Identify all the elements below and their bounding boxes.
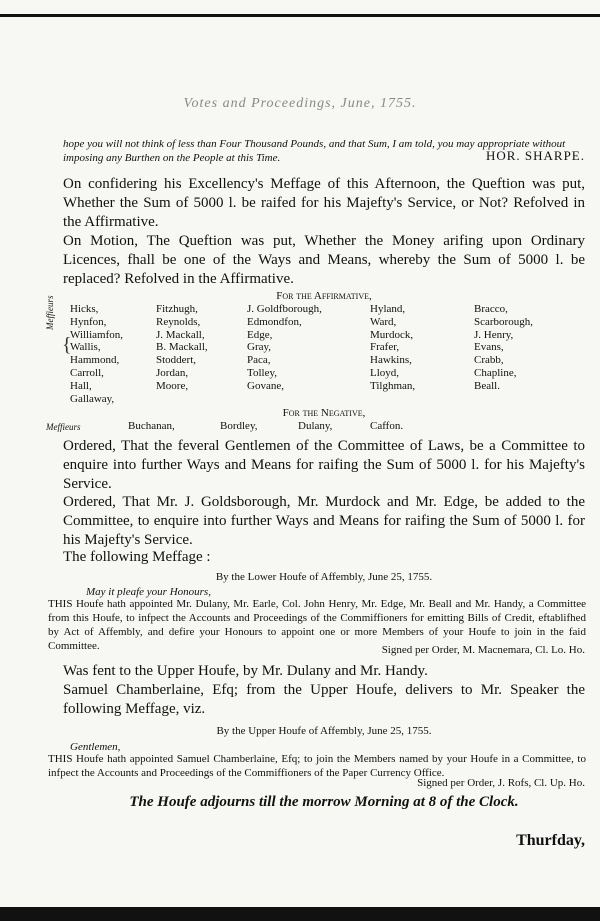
voter-name: Ward, [370,315,397,328]
delivered-message-intro: Samuel Chamberlaine, Efq; from the Upper Houfe, delivers to Mr. Speaker the following Meffage, viz. [63,682,585,717]
voter-name: Govane, [247,379,284,392]
voter-name: Hicks, [70,303,99,315]
message2-signed: Signed per Order, J. Rofs, Cl. Up. Ho. [417,777,585,789]
prior-letter-signature: HOR. SHARPE. [485,148,585,163]
voter-name: Tilghman, [370,379,416,392]
voter-name: Hawkins, [370,354,412,367]
negative-heading: For the Negative, [282,407,366,419]
voter-name: Hall, [70,379,92,392]
bottom-bar [0,907,600,921]
vote-column-1 [70,303,123,405]
following-message-intro: The following Meffage : [63,549,211,565]
message1-salutation: May it pleafe your Honours, [86,586,211,598]
voter-name: Wallis, [70,341,101,354]
sent-to-upper-house: Was fent to the Upper Houfe, by Mr. Dulany and Mr. Handy. [63,663,428,679]
messieurs-label: Meffieurs [45,295,55,330]
catchword: Thurfday, [516,832,585,849]
voter-name: Stoddert, [156,354,197,367]
voter-name: Frafer, [370,341,400,354]
vote-column-4 [370,303,415,393]
voter-name: Lloyd, [370,366,400,379]
voter-name: Fitzhugh, [156,303,198,315]
prior-letter-text: hope you will not think of less than Four Thousand Pounds, and that Sum, I am told, you may appropriate without imposing any Burthen on the People at this Time. [63,138,566,164]
voter-name: Carroll, [70,366,104,379]
voter-name: Gallaway, [70,392,115,405]
voter-name: Edge, [247,328,273,341]
vote-column-3 [247,303,322,393]
affirmative-brace: { [62,334,72,356]
message1-signed: Signed per Order, M. Macnemara, Cl. Lo. Ho. [381,644,585,656]
voter-name: Hynfon, [70,315,107,328]
negative-name: Buchanan, [128,420,175,432]
voter-name: Scarborough, [474,315,533,328]
voter-name: B. Mackall, [156,341,208,354]
voter-name: J. Henry, [474,328,514,341]
running-head: Votes and Proceedings, June, 1755. [183,96,417,111]
voter-name: Hammond, [70,354,120,367]
voter-name: Chapline, [474,366,517,379]
voter-name: Edmondfon, [247,315,302,328]
message1-body: THIS Houfe hath appointed Mr. Dulany, Mr. Earle, Col. John Henry, Mr. Edge, Mr. Beall and Mr. Handy, a Committee from this Houfe, to infpect the Accounts and Proceedings of the Commiffioners for emitting Bills of Credit, eftablifhed by Act of Affembly, and defire your Honours to appoint one or more Members of your Houfe to join in the faid Committee. [48,598,586,652]
voter-name: Gray, [247,341,272,354]
voter-name: Beall. [474,379,500,392]
voter-name: J. Goldfborough, [247,303,322,315]
voter-name: Evans, [474,341,504,354]
negative-name: Dulany, [298,420,333,432]
adjournment-notice: The Houfe adjourns till the morrow Morning at 8 of the Clock. [129,794,519,810]
voter-name: Crabb, [474,354,504,367]
voter-name: Jordan, [156,366,189,379]
vote-column-5 [474,303,533,393]
voter-name: Reynolds, [156,315,201,328]
voter-name: Murdock, [370,328,414,341]
voter-name: Moore, [156,379,189,392]
message2-body: THIS Houfe hath appointed Samuel Chamberlaine, Efq; to join the Members named by your Houfe in a Committee, to infpect the Accounts and Proceedings of the Commiffioners of the Paper Currency Office. [48,753,586,779]
message1-header: By the Lower Houfe of Affembly, June 25, 1755. [215,571,433,583]
order-added-members: Ordered, That Mr. J. Goldsborough, Mr. Murdock and Mr. Edge, be added to the Committee, to enquire into further Ways and Means for raifing the Sum of 5000 l. for his Majefty's Service. [63,494,585,548]
negative-messieurs-label: Meffieurs [46,422,81,432]
affirmative-heading: For the Affirmative, [276,290,372,302]
voter-name: Tolley, [247,366,277,379]
voter-name: Williamfon, [70,328,124,341]
vote-column-2 [156,303,208,393]
order-committee-of-laws: Ordered, That the feveral Gentlemen of the Committee of Laws, be a Committee to enquire into further Ways and Means for raifing the Sum of 5000 l. for his Majefty's Service. [63,438,585,492]
voter-name: Paca, [247,354,271,367]
negative-name: Caffon. [370,420,404,432]
voter-name: Hyland, [370,303,406,315]
paragraph-resolution-2: On Motion, The Queftion was put, Whether the Money arifing upon Ordinary Licences, fhall be one of the Ways and Means, whereby the Sum of 5000 l. be replaced? Refolved in the Affirmative. [63,233,585,287]
message2-header: By the Upper Houfe of Affembly, June 25, 1755. [216,725,432,737]
paragraph-resolution-1: On confidering his Excellency's Meffage of this Afternoon, the Queftion was put, Whether the Sum of 5000 l. be raifed for his Majefty's Service, or Not? Refolved in the Affirmative. [63,176,585,230]
voter-name: Bracco, [474,303,508,315]
top-rule [0,0,600,17]
voter-name: J. Mackall, [156,328,205,341]
message2-salutation: Gentlemen, [70,741,121,753]
negative-name: Bordley, [220,420,258,432]
